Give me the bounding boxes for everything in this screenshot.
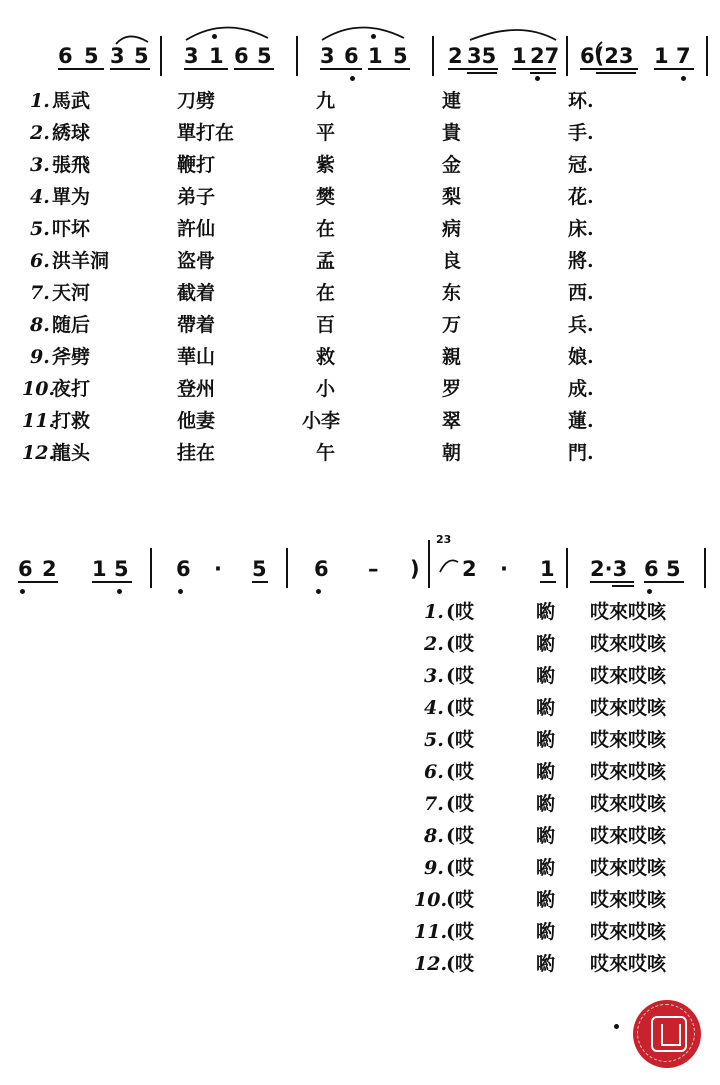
- verse-number: 9.: [30, 346, 50, 368]
- lyric-cell: 兵.: [568, 314, 594, 336]
- beam: [590, 581, 634, 583]
- lyric-cell: 他妻: [177, 410, 216, 432]
- beam: [320, 68, 362, 70]
- lyric-cell: 冠.: [568, 154, 594, 176]
- note: ·: [500, 557, 508, 581]
- verse-number: 10.: [414, 889, 448, 911]
- note: 6: [18, 557, 33, 581]
- lyric-cell: 哎來哎咳: [590, 889, 667, 911]
- beam: [580, 68, 638, 70]
- octave-dot-below: [20, 589, 25, 594]
- verse-number: 6.: [30, 250, 50, 272]
- lyric-cell: 病: [442, 218, 462, 240]
- beam: [234, 68, 274, 70]
- lyric-cell: 親: [442, 346, 462, 368]
- beam: [252, 581, 268, 583]
- note: 1: [654, 44, 669, 68]
- verse-number: 7.: [424, 793, 444, 815]
- note: 5: [393, 44, 408, 68]
- lyric-cell: 龍头: [52, 442, 91, 464]
- lyric-cell: 东: [442, 282, 462, 304]
- lyric-cell: 九: [316, 90, 336, 112]
- lyric-cell: 連: [442, 90, 462, 112]
- lyric-cell: 西.: [568, 282, 594, 304]
- lyric-cell: 喲: [536, 793, 556, 815]
- lyric-cell: 良: [442, 250, 462, 272]
- beam: [654, 68, 694, 70]
- lyric-cell: 在: [316, 282, 336, 304]
- verse-number: 3.: [30, 154, 50, 176]
- lyric-cell: (哎: [446, 793, 474, 815]
- note: 6: [644, 557, 659, 581]
- verse-number: 12.: [22, 442, 56, 464]
- verse-number: 10.: [22, 378, 56, 400]
- lyric-cell: 小李: [302, 410, 341, 432]
- lyric-cell: 吓坏: [52, 218, 91, 240]
- bar-line: [150, 548, 152, 588]
- beam: [540, 581, 556, 583]
- lyric-cell: 喲: [536, 761, 556, 783]
- lyric-cell: 哎來哎咳: [590, 729, 667, 751]
- verse-number: 7.: [30, 282, 50, 304]
- lyric-cell: (哎: [446, 729, 474, 751]
- octave-dot-below: [178, 589, 183, 594]
- verse-number: 4.: [30, 186, 50, 208]
- lyric-cell: 哎來哎咳: [590, 921, 667, 943]
- verse-number: 8.: [30, 314, 50, 336]
- beam: [644, 581, 684, 583]
- lyric-cell: 喲: [536, 665, 556, 687]
- note: 3: [184, 44, 199, 68]
- bar-line: [704, 548, 706, 588]
- note: 27: [530, 44, 560, 68]
- octave-dot-below: [647, 589, 652, 594]
- note: 5: [84, 44, 99, 68]
- lyric-cell: 貴: [442, 122, 462, 144]
- beam: [530, 72, 556, 74]
- lyric-cell: 張飛: [52, 154, 91, 176]
- lyric-cell: 成.: [568, 378, 594, 400]
- note: 3: [320, 44, 335, 68]
- bar-line: [566, 548, 568, 588]
- lyric-cell: 馬武: [52, 90, 91, 112]
- note: 5: [257, 44, 272, 68]
- beam: [612, 585, 634, 587]
- lyric-cell: (哎: [446, 921, 474, 943]
- lyric-cell: 弟子: [177, 186, 216, 208]
- note: 2: [42, 557, 57, 581]
- octave-dot-above: [212, 34, 217, 39]
- verse-number: 11.: [414, 921, 448, 943]
- lyric-cell: 紫: [316, 154, 336, 176]
- beam: [92, 581, 132, 583]
- verse-number: 1.: [30, 90, 50, 112]
- lyric-cell: 喲: [536, 633, 556, 655]
- lyric-cell: 罗: [442, 378, 462, 400]
- lyric-cell: 花.: [568, 186, 594, 208]
- lyric-cell: 喲: [536, 953, 556, 975]
- lyric-cell: 小: [316, 378, 336, 400]
- seal-logo-icon: [633, 1000, 701, 1068]
- lyric-cell: 哎來哎咳: [590, 793, 667, 815]
- lyric-cell: 喲: [536, 697, 556, 719]
- note: ·: [214, 557, 222, 581]
- lyric-cell: 哎來哎咳: [590, 665, 667, 687]
- lyric-cell: 哎來哎咳: [590, 953, 667, 975]
- lyric-cell: 刀劈: [177, 90, 216, 112]
- note: 1: [512, 44, 527, 68]
- beam: [110, 68, 150, 70]
- lyric-cell: 哎來哎咳: [590, 857, 667, 879]
- note: 2: [448, 44, 463, 68]
- lyric-cell: 哎來哎咳: [590, 601, 667, 623]
- lyric-cell: 哎來哎咳: [590, 633, 667, 655]
- lyric-cell: 喲: [536, 729, 556, 751]
- note: 5: [134, 44, 149, 68]
- lyric-cell: 將.: [568, 250, 594, 272]
- beam: [18, 581, 58, 583]
- verse-number: 9.: [424, 857, 444, 879]
- lyric-cell: 万: [442, 314, 462, 336]
- lyric-cell: (哎: [446, 665, 474, 687]
- lyric-cell: 華山: [177, 346, 216, 368]
- bar-line: [706, 36, 708, 76]
- lyric-cell: 喲: [536, 601, 556, 623]
- grace-notes: 23: [436, 533, 452, 546]
- lyric-cell: 娘.: [568, 346, 594, 368]
- lyric-cell: 斧劈: [52, 346, 91, 368]
- note: 1: [209, 44, 224, 68]
- lyric-cell: 門.: [568, 442, 594, 464]
- lyric-cell: 喲: [536, 825, 556, 847]
- note: 5: [114, 557, 129, 581]
- lyric-cell: 在: [316, 218, 336, 240]
- lyric-cell: 打救: [52, 410, 91, 432]
- verse-number: 11.: [22, 410, 56, 432]
- lyric-cell: 夜打: [52, 378, 91, 400]
- note: 35: [467, 44, 497, 68]
- lyric-cell: 登州: [177, 378, 216, 400]
- bar-line: [296, 36, 298, 76]
- verse-number: 2.: [30, 122, 50, 144]
- lyric-cell: 挂在: [177, 442, 216, 464]
- verse-number: 5.: [424, 729, 444, 751]
- octave-dot-below: [316, 589, 321, 594]
- lyric-cell: 盗骨: [177, 250, 216, 272]
- verse-number: 3.: [424, 665, 444, 687]
- bar-line: [286, 548, 288, 588]
- note: 1: [92, 557, 107, 581]
- note: 6: [176, 557, 191, 581]
- lyric-cell: 天河: [52, 282, 91, 304]
- lyric-cell: 救: [316, 346, 336, 368]
- note: ): [410, 557, 420, 581]
- beam: [512, 68, 556, 70]
- note: 6: [314, 557, 329, 581]
- verse-number: 2.: [424, 633, 444, 655]
- lyric-cell: 喲: [536, 921, 556, 943]
- lyric-cell: 梨: [442, 186, 462, 208]
- bar-line: [428, 540, 430, 588]
- octave-dot-below: [681, 76, 686, 81]
- lyric-cell: (哎: [446, 889, 474, 911]
- note: 3: [110, 44, 125, 68]
- octave-dot-below: [350, 76, 355, 81]
- lyric-cell: 哎來哎咳: [590, 825, 667, 847]
- bar-line: [160, 36, 162, 76]
- note: 6: [344, 44, 359, 68]
- lyric-cell: 翠: [442, 410, 462, 432]
- lyric-cell: (哎: [446, 601, 474, 623]
- lyric-cell: (哎: [446, 825, 474, 847]
- lyric-cell: 随后: [52, 314, 91, 336]
- lyric-cell: (哎: [446, 953, 474, 975]
- lyric-cell: 平: [316, 122, 336, 144]
- note: 6: [234, 44, 249, 68]
- verse-number: 5.: [30, 218, 50, 240]
- verse-number: 12.: [414, 953, 448, 975]
- lyric-cell: 哎來哎咳: [590, 761, 667, 783]
- lyric-cell: 金: [442, 154, 462, 176]
- lyric-cell: 單为: [52, 186, 91, 208]
- verse-number: 1.: [424, 601, 444, 623]
- lyric-cell: 樊: [316, 186, 336, 208]
- verse-number: 6.: [424, 761, 444, 783]
- note: 2: [462, 557, 477, 581]
- note: 6: [58, 44, 73, 68]
- lyric-cell: 午: [316, 442, 336, 464]
- beam: [368, 68, 410, 70]
- lyric-cell: 單打在: [177, 122, 235, 144]
- lyric-cell: 許仙: [177, 218, 216, 240]
- lyric-cell: 床.: [568, 218, 594, 240]
- lyric-cell: 百: [316, 314, 336, 336]
- octave-dot-below: [117, 589, 122, 594]
- lyric-cell: 鞭打: [177, 154, 216, 176]
- lyric-cell: 朝: [442, 442, 462, 464]
- bar-line: [432, 36, 434, 76]
- verse-number: 4.: [424, 697, 444, 719]
- lyric-cell: 洪羊洞: [52, 250, 110, 272]
- note: –: [368, 557, 379, 581]
- octave-dot-below: [535, 76, 540, 81]
- bar-line: [566, 36, 568, 76]
- note: 5: [666, 557, 681, 581]
- beam: [448, 68, 498, 70]
- lyric-cell: 喲: [536, 889, 556, 911]
- beam: [184, 68, 228, 70]
- beam: [467, 72, 497, 74]
- lyric-cell: 哎來哎咳: [590, 697, 667, 719]
- lyric-cell: 环.: [568, 90, 594, 112]
- note: 2·3: [590, 557, 628, 581]
- lyric-cell: 帶着: [177, 314, 216, 336]
- beam: [596, 72, 636, 74]
- page-mark: [614, 1024, 619, 1029]
- beam: [58, 68, 104, 70]
- octave-dot-above: [371, 34, 376, 39]
- note: 1: [368, 44, 383, 68]
- note: 5: [252, 557, 267, 581]
- lyric-cell: 手.: [568, 122, 594, 144]
- lyric-cell: (哎: [446, 633, 474, 655]
- lyric-cell: (哎: [446, 857, 474, 879]
- lyric-cell: (哎: [446, 697, 474, 719]
- lyric-cell: 蓮.: [568, 410, 594, 432]
- lyric-cell: (哎: [446, 761, 474, 783]
- lyric-cell: 喲: [536, 857, 556, 879]
- note: 6(23: [580, 44, 634, 68]
- lyric-cell: 截着: [177, 282, 216, 304]
- lyric-cell: 綉球: [52, 122, 91, 144]
- lyric-cell: 孟: [316, 250, 336, 272]
- verse-number: 8.: [424, 825, 444, 847]
- note: 7: [676, 44, 691, 68]
- note: 1: [540, 557, 555, 581]
